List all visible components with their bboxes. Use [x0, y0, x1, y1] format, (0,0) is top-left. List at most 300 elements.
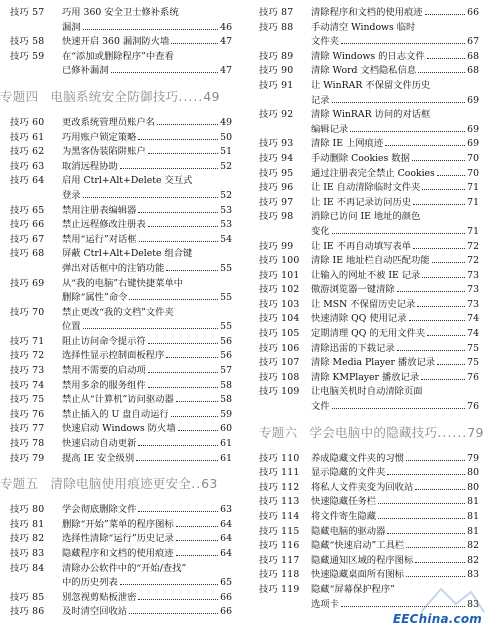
tip-number: 技巧 113 — [259, 496, 300, 508]
dot-leader — [378, 518, 465, 519]
section-title: 电脑系统安全防御技巧 — [50, 88, 179, 104]
toc-entry — [10, 591, 232, 606]
tip-title-line — [62, 437, 232, 452]
toc-entry — [259, 371, 479, 386]
toc-entry — [10, 131, 232, 146]
toc-entry — [10, 349, 232, 364]
toc-entry — [259, 50, 479, 65]
page-number: 72 — [467, 240, 479, 252]
toc-entry — [10, 422, 232, 437]
dot-leader — [176, 526, 218, 527]
page-number: 80 — [467, 481, 479, 493]
tip-number: 技巧 97 — [259, 196, 294, 208]
toc-entry — [10, 518, 232, 533]
tip-title-text: 将文件寄生隐藏 — [311, 511, 377, 522]
tip-title — [62, 547, 232, 562]
tip-title-text: 快速隐藏任务栏 — [311, 496, 377, 508]
page-number: 82 — [467, 540, 479, 552]
dot-leader — [111, 72, 219, 73]
page-number: 55 — [220, 262, 232, 274]
dot-leader — [148, 372, 218, 373]
tip-title — [311, 210, 479, 239]
tip-title-text: 隐藏程序和文档的使用痕迹 — [62, 548, 174, 559]
tip-number: 技巧 66 — [10, 219, 45, 231]
dot-leader — [83, 328, 219, 329]
tip-title-line — [311, 137, 479, 152]
tip-title — [311, 371, 479, 386]
tip-title-line — [62, 247, 232, 262]
tip-title-line — [311, 342, 479, 357]
tip-title-line — [62, 576, 232, 591]
tip-title — [62, 160, 232, 175]
tip-title-line — [62, 35, 232, 50]
tip-title — [62, 116, 232, 131]
tip-title-text: 快速清除 QQ 使用记录 — [311, 313, 407, 325]
tip-title — [62, 131, 232, 146]
tip-title-text: 选项卡 — [311, 598, 339, 610]
tip-title-text: 清除 WinRAR 访问的对话框 — [311, 109, 431, 121]
tip-title-line — [311, 481, 479, 496]
tip-title-line — [62, 591, 232, 606]
toc-entry — [10, 562, 232, 591]
tip-title-text: 启用 Ctrl+Alt+Delete 交互式 — [62, 175, 193, 187]
dot-leader — [427, 335, 465, 336]
page-number: 65 — [220, 577, 232, 589]
tip-title-line — [311, 312, 479, 327]
tip-title-line — [62, 518, 232, 533]
tip-title — [311, 327, 479, 342]
tip-number: 技巧 81 — [10, 518, 45, 530]
tip-number: 技巧 105 — [259, 328, 300, 340]
tip-number: 技巧 68 — [10, 248, 45, 260]
tip-title — [62, 503, 232, 518]
dot-leader — [332, 233, 466, 234]
dot-leader — [138, 139, 218, 140]
tip-title-text: 禁用注册表编辑器 — [62, 204, 137, 216]
page-number: 60 — [220, 423, 232, 435]
dot-leader — [417, 306, 465, 307]
tip-number: 技巧 83 — [10, 548, 45, 559]
tip-title-line — [311, 64, 479, 79]
toc-entry — [259, 196, 479, 211]
tip-number: 技巧 100 — [259, 255, 300, 267]
page-number: 53 — [220, 204, 232, 216]
toc-entry — [10, 547, 232, 562]
tip-number: 技巧 103 — [259, 298, 300, 310]
tip-title-line — [62, 6, 232, 21]
toc-entry — [259, 64, 479, 79]
tip-title — [311, 554, 479, 569]
section-page-number: 79 — [467, 424, 484, 440]
tip-title-text: 屏蔽 Ctrl+Alt+Delete 组合键 — [62, 248, 193, 260]
dot-leader — [387, 533, 465, 534]
tip-number: 技巧 91 — [259, 79, 294, 91]
tip-title — [311, 481, 479, 496]
tip-title-line — [62, 291, 232, 306]
tip-number: 技巧 74 — [10, 379, 45, 391]
tip-title-text: 清除 IE 地址栏自动匹配功能 — [311, 255, 430, 267]
tip-title-text: 隐藏“快速启动”工具栏 — [311, 540, 405, 552]
tip-title-text: 别忽视剪贴板泄密 — [62, 591, 137, 603]
toc-entry — [10, 233, 232, 248]
toc-entry — [10, 408, 232, 423]
tip-number: 技巧 111 — [259, 467, 300, 479]
tip-number: 技巧 59 — [10, 50, 45, 62]
tip-title-text: 已修补漏洞 — [62, 65, 109, 77]
tip-title — [62, 452, 232, 467]
tip-title-text: 快速启动 Windows 防火墙 — [62, 423, 176, 435]
dot-leader — [350, 131, 465, 132]
dot-leader — [415, 489, 465, 490]
toc-entry — [10, 204, 232, 219]
page-number: 61 — [220, 438, 232, 450]
tip-title — [311, 568, 479, 583]
tip-title-text: 删除“开始”菜单的程序图标 — [62, 518, 174, 530]
tip-number: 技巧 118 — [259, 569, 300, 581]
tip-title-line — [311, 108, 479, 123]
tip-title — [62, 306, 232, 335]
dot-leader — [413, 204, 465, 205]
section-leader-dots: .. — [191, 476, 202, 492]
tip-number: 技巧 95 — [259, 167, 294, 179]
tip-number: 技巧 63 — [10, 160, 45, 172]
page-number: 69 — [467, 123, 479, 135]
tip-title-line — [62, 452, 232, 467]
toc-entry — [10, 379, 232, 394]
dot-leader — [397, 291, 465, 292]
tip-title-text: 清除 KMPlayer 播放记录 — [311, 371, 420, 383]
page-number: 69 — [467, 94, 479, 106]
dot-leader — [157, 124, 218, 125]
section-title: 学会电脑中的隐藏技巧 — [309, 424, 438, 440]
tip-title — [62, 204, 232, 219]
tip-title-line — [62, 64, 232, 79]
tip-title-line — [311, 254, 479, 269]
dot-leader — [138, 511, 218, 512]
tip-title-text: 禁用多余的服务组件 — [62, 379, 146, 391]
tip-title-text: 清除办公软件中的“开始/查找” — [62, 562, 187, 574]
tip-number: 技巧 58 — [10, 36, 45, 48]
tip-title-line — [62, 131, 232, 146]
section-heading — [0, 89, 232, 105]
dot-leader — [406, 576, 465, 577]
tip-number: 技巧 104 — [259, 313, 300, 325]
toc-entry — [10, 6, 232, 35]
page-number: 81 — [467, 511, 479, 522]
tip-title-line — [311, 495, 479, 510]
tip-title — [311, 298, 479, 313]
tip-title — [311, 152, 479, 167]
page-number: 64 — [220, 548, 232, 559]
section-leader-dots: ..... — [178, 88, 204, 104]
tip-title — [311, 79, 479, 108]
tip-title-line — [62, 160, 232, 175]
dot-leader — [341, 43, 465, 44]
tip-title-line — [311, 283, 479, 298]
page-number: 83 — [467, 598, 479, 610]
tip-title-text: 让 IE 自动清除临时文件夹 — [311, 182, 421, 194]
tip-title-line — [62, 218, 232, 233]
tip-title-text: 将私人文件夹变为回收站 — [311, 481, 414, 493]
tip-title-line — [311, 452, 479, 467]
tip-title — [311, 342, 479, 357]
dot-leader — [422, 189, 465, 190]
toc-entry — [259, 356, 479, 371]
tip-number: 技巧 99 — [259, 240, 294, 252]
tip-title-text: 从“我的电脑”右键快捷菜单中 — [62, 277, 184, 289]
tip-title-line — [311, 225, 479, 240]
page-number: 67 — [467, 36, 479, 48]
tip-number: 技巧 112 — [259, 481, 300, 493]
tip-title-text: 隐藏“屏幕保护程序” — [311, 583, 395, 595]
tip-title-line — [311, 525, 479, 540]
dot-leader — [171, 43, 218, 44]
tip-title — [62, 35, 232, 50]
tip-title-line — [62, 532, 232, 547]
page-number: 59 — [220, 408, 232, 420]
tip-title-line — [311, 196, 479, 211]
tip-title — [311, 452, 479, 467]
page-number: 63 — [220, 504, 232, 516]
tip-title-text: 选择性清除“运行”历史记录 — [62, 533, 174, 545]
tip-title-line — [311, 123, 479, 138]
tip-title-text: 巧用账户锁定策略 — [62, 131, 137, 143]
tip-title-text: 让 WinRAR 不保留文件历史 — [311, 79, 431, 91]
tip-title-text: 及时清空回收站 — [62, 606, 128, 618]
page-number: 73 — [467, 284, 479, 296]
toc-entry — [10, 116, 232, 131]
toc-entry — [10, 174, 232, 203]
tip-title-line — [62, 605, 232, 620]
page-number: 56 — [220, 350, 232, 362]
page-number: 54 — [220, 233, 232, 245]
dot-leader — [425, 14, 466, 15]
tip-title-line — [311, 385, 479, 400]
tip-title — [311, 466, 479, 481]
tip-title — [62, 591, 232, 606]
dot-leader — [421, 379, 465, 380]
dot-leader — [176, 555, 219, 556]
tip-title — [62, 145, 232, 160]
page-number: 61 — [220, 452, 232, 464]
dot-leader — [427, 58, 466, 59]
page-number: 66 — [467, 7, 479, 18]
tip-title-text: 让 IE 不再记录访问历史 — [311, 196, 412, 208]
toc-entry — [259, 137, 479, 152]
toc-entry — [10, 503, 232, 518]
page-number: 68 — [467, 50, 479, 62]
tip-number: 技巧 77 — [10, 423, 45, 435]
tip-number: 技巧 57 — [10, 7, 45, 18]
tip-title-line — [311, 50, 479, 65]
page-number: 56 — [220, 335, 232, 347]
dot-leader — [332, 408, 466, 409]
tip-title — [62, 379, 232, 394]
tip-title-line — [311, 210, 479, 225]
page-number: 55 — [220, 321, 232, 333]
tip-title-line — [62, 562, 232, 577]
tip-title-text: 中的历史列表 — [62, 577, 118, 589]
section-page-number: 63 — [201, 476, 218, 492]
dot-leader — [148, 343, 218, 344]
tip-number: 技巧 89 — [259, 50, 294, 62]
tip-title-line — [311, 510, 479, 525]
tip-title-line — [311, 400, 479, 415]
dot-leader — [406, 460, 465, 461]
tip-title-text: 手动清空 Windows 临时 — [311, 21, 416, 33]
tip-number: 技巧 109 — [259, 386, 300, 398]
tip-title-line — [62, 306, 232, 321]
tip-title-text: 清除 Word 文档隐私信息 — [311, 65, 417, 77]
tip-title-text: 让 IE 不再自动填写表单 — [311, 240, 412, 252]
dot-leader — [176, 401, 218, 402]
dot-leader — [415, 562, 465, 563]
tip-title-line — [62, 262, 232, 277]
dot-leader — [422, 277, 465, 278]
tip-number: 技巧 98 — [259, 211, 294, 223]
dot-leader — [129, 299, 218, 300]
page-number: 58 — [220, 379, 232, 391]
tip-number: 技巧 79 — [10, 452, 45, 464]
dot-leader — [120, 168, 218, 169]
toc-entry — [259, 327, 479, 342]
tip-title-text: 漏洞 — [62, 21, 81, 33]
toc-entry — [10, 452, 232, 467]
dot-leader — [166, 270, 218, 271]
tip-title — [62, 233, 232, 248]
tip-number: 技巧 96 — [259, 182, 294, 194]
tip-number: 技巧 82 — [10, 533, 45, 545]
page-number: 73 — [467, 269, 479, 281]
toc-entry — [10, 306, 232, 335]
tip-title-text: 消除已访问 IE 地址的颜色 — [311, 211, 421, 223]
page-number: 74 — [467, 313, 479, 325]
page-number: 81 — [467, 496, 479, 508]
tip-title-line — [311, 371, 479, 386]
tip-title — [311, 385, 479, 414]
dot-leader — [148, 387, 218, 388]
tip-title — [311, 196, 479, 211]
tip-number: 技巧 75 — [10, 394, 45, 406]
tip-title-line — [62, 145, 232, 160]
tip-title-line — [311, 167, 479, 182]
dot-leader — [138, 599, 218, 600]
dot-leader — [176, 540, 218, 541]
tip-title-line — [311, 35, 479, 50]
page-number: 49 — [220, 116, 232, 128]
toc-left-column — [0, 6, 232, 620]
tip-title-text: 清除 Windows 的日志文件 — [311, 50, 425, 62]
toc-entry — [259, 342, 479, 357]
toc-entry — [10, 605, 232, 620]
tip-title-line — [62, 233, 232, 248]
dot-leader — [148, 153, 218, 154]
tip-number: 技巧 90 — [259, 65, 294, 77]
toc-entry — [259, 254, 479, 269]
toc-entry — [259, 568, 479, 583]
toc-entry — [10, 364, 232, 379]
dot-leader — [138, 445, 218, 446]
tip-title-text: 手动删除 Cookies 数据 — [311, 152, 410, 164]
tip-title — [62, 50, 232, 79]
tip-title — [311, 312, 479, 327]
tip-title — [62, 393, 232, 408]
toc-entry — [259, 510, 479, 525]
toc-entry — [259, 481, 479, 496]
page-number: 82 — [467, 554, 479, 566]
tip-title-line — [62, 277, 232, 292]
tip-number: 技巧 64 — [10, 175, 45, 187]
toc-entry — [259, 21, 479, 50]
toc-entry — [259, 181, 479, 196]
tip-title-line — [62, 21, 232, 36]
tip-title-text: 快速开启 360 漏洞防火墙 — [62, 36, 170, 48]
page-number: 46 — [220, 21, 232, 33]
tip-title-text: 记录 — [311, 94, 330, 106]
tip-title — [62, 349, 232, 364]
toc-right-column — [259, 6, 484, 612]
toc-entry — [10, 160, 232, 175]
dot-leader — [332, 102, 466, 103]
tip-title-line — [62, 335, 232, 350]
tip-number: 技巧 73 — [10, 365, 45, 377]
dot-leader — [409, 320, 466, 321]
section-number: 专题五 — [0, 476, 39, 492]
tip-number: 技巧 115 — [259, 525, 300, 537]
page-number: 47 — [220, 36, 232, 48]
tip-title-text: 提高 IE 安全级别 — [62, 452, 135, 464]
toc-entry — [10, 335, 232, 350]
tip-title-line — [62, 50, 232, 65]
tip-title-line — [62, 116, 232, 131]
dot-leader — [406, 547, 465, 548]
tip-title-text: 让 MSN 不保留历史记录 — [311, 298, 416, 310]
tip-title-line — [311, 356, 479, 371]
toc-entry — [259, 466, 479, 481]
tip-title-text: 傲游浏览器一键清除 — [311, 284, 395, 296]
tip-number: 技巧 94 — [259, 152, 294, 164]
tip-number: 技巧 117 — [259, 554, 300, 566]
page-number: 76 — [467, 371, 479, 383]
toc-entry — [259, 167, 479, 182]
tip-number: 技巧 119 — [259, 583, 300, 595]
toc-entry — [259, 525, 479, 540]
tip-title-text: 清除迅雷的下载记录 — [311, 342, 395, 354]
toc-entry — [259, 6, 479, 21]
tip-title — [311, 269, 479, 284]
section-heading — [0, 476, 232, 492]
page-number: 76 — [467, 401, 479, 413]
toc-entry — [10, 145, 232, 160]
page-number: 83 — [467, 569, 479, 581]
dot-leader — [120, 584, 218, 585]
tip-title-text: 快速隐藏桌面所有图标 — [311, 569, 404, 581]
tip-title-text: 编辑记录 — [311, 123, 349, 135]
toc-entry — [259, 108, 479, 137]
toc-entry — [259, 385, 479, 414]
section-heading — [259, 424, 484, 441]
page-number: 58 — [220, 394, 232, 406]
tip-title-text: 登录 — [62, 189, 81, 201]
tip-title — [62, 335, 232, 350]
page-number: 55 — [220, 292, 232, 304]
page-number: 75 — [467, 342, 479, 354]
tip-title-text: 删除“属性”命令 — [62, 292, 128, 304]
tip-title-line — [311, 554, 479, 569]
tip-title-text: 禁止更改“我的文档”文件夹 — [62, 306, 174, 318]
tip-title-text: 弹出对话框中的注销功能 — [62, 262, 165, 274]
tip-title-line — [62, 547, 232, 562]
